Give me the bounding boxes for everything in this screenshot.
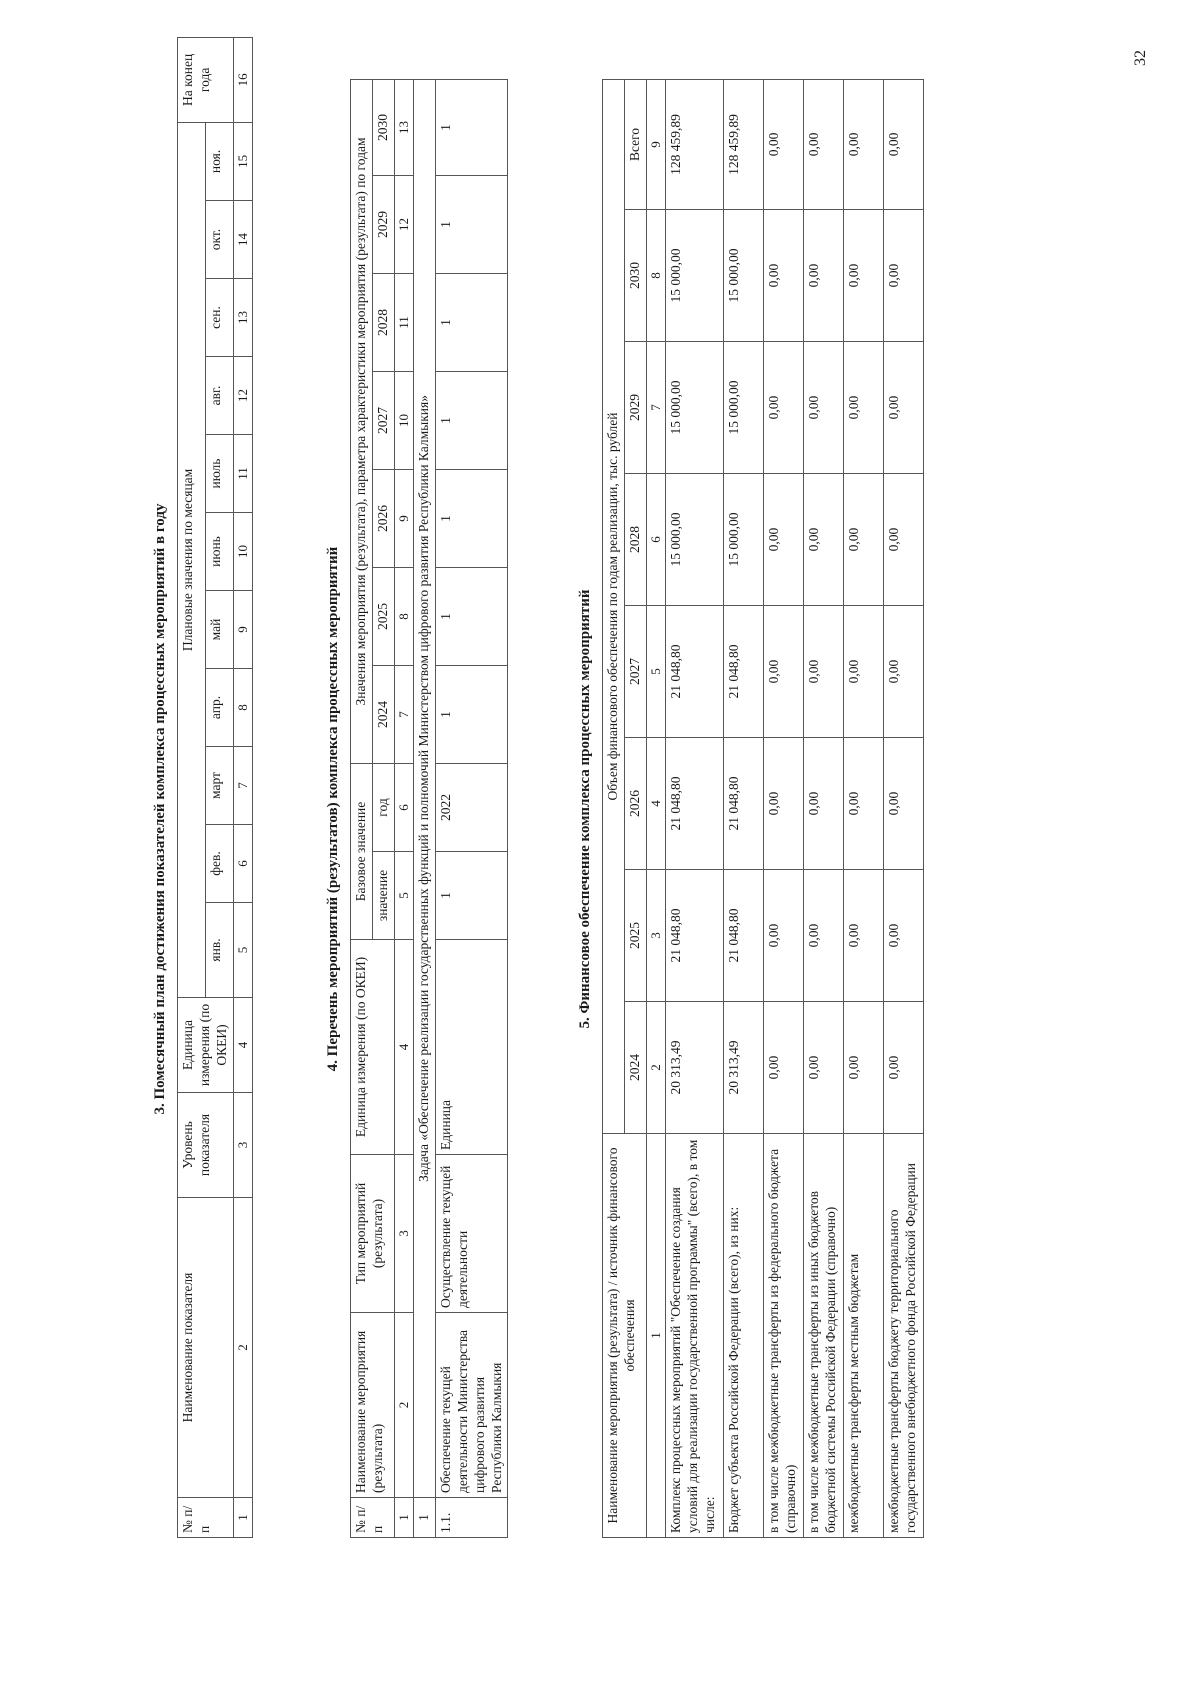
column-number: 7 bbox=[233, 747, 252, 825]
financing-year-value: 15 000,00 bbox=[666, 474, 724, 606]
financing-year-value: 0,00 bbox=[844, 738, 884, 870]
task-group-row bbox=[414, 79, 436, 1537]
financing-year-value: 15 000,00 bbox=[724, 342, 764, 474]
header-year-end: На конец года bbox=[178, 37, 234, 122]
financing-year-value: 0,00 bbox=[804, 1002, 844, 1134]
header-indicator-level: Уровень показателя bbox=[178, 1093, 234, 1198]
header-year: 2029 bbox=[372, 175, 394, 273]
header-month: май bbox=[205, 591, 233, 669]
column-number: 2 bbox=[394, 1313, 413, 1498]
header-num: № п/п bbox=[351, 1498, 395, 1538]
section-3-title: 3. Помесячный план достижения показателей комплекса процессных мероприятий в году bbox=[152, 503, 168, 1115]
column-number: 11 bbox=[233, 435, 252, 513]
financing-year-value: 0,00 bbox=[884, 210, 924, 342]
header-year: 2025 bbox=[624, 870, 646, 1002]
column-number: 4 bbox=[646, 738, 665, 870]
activity-year-value: 1 bbox=[435, 371, 508, 469]
column-number: 4 bbox=[394, 940, 413, 1155]
column-number: 5 bbox=[646, 606, 665, 738]
task-group-num: 1 bbox=[414, 1498, 436, 1538]
header-month: апр. bbox=[205, 669, 233, 747]
column-number: 1 bbox=[233, 1498, 252, 1538]
column-number: 14 bbox=[233, 201, 252, 279]
column-number: 3 bbox=[646, 870, 665, 1002]
header-base-value: Базовое значение bbox=[351, 763, 373, 939]
financing-source-name: в том числе межбюджетные трансферты из федерального бюджета (справочно) bbox=[764, 1134, 804, 1538]
financing-row bbox=[844, 79, 884, 1537]
activity-unit: Единица bbox=[435, 940, 508, 1155]
financing-rows bbox=[666, 79, 924, 1537]
financing-year-value: 0,00 bbox=[884, 474, 924, 606]
financing-row bbox=[804, 79, 844, 1537]
header-month: окт. bbox=[205, 201, 233, 279]
column-number: 6 bbox=[233, 825, 252, 903]
header-month: ноя. bbox=[205, 122, 233, 200]
financing-year-value: 21 048,80 bbox=[666, 606, 724, 738]
financing-year-value: 0,00 bbox=[844, 1002, 884, 1134]
header-yearly-values: Значения мероприятия (результата), параметра характеристики мероприятия (результата) по годам bbox=[351, 79, 373, 763]
financing-source-name: межбюджетные трансферты бюджету территориального государственного внебюджетного фонда Российской Федерации bbox=[884, 1134, 924, 1538]
section-monthly-plan bbox=[152, 53, 253, 1538]
task-group-label: Задача «Обеспечение реализации государственных функций и полномочий Министерством цифрового развития Республики Калмыкия» bbox=[414, 79, 436, 1497]
header-activity-type: Тип мероприятий (результата) bbox=[351, 1155, 395, 1313]
activity-base-value: 1 bbox=[435, 852, 508, 940]
column-number: 12 bbox=[233, 357, 252, 435]
financing-year-value: 0,00 bbox=[764, 474, 804, 606]
column-number: 12 bbox=[394, 175, 413, 273]
header-month: авг. bbox=[205, 357, 233, 435]
header-year: 2024 bbox=[624, 1002, 646, 1134]
header-num: № п/п bbox=[178, 1498, 234, 1538]
header-year: 2028 bbox=[624, 474, 646, 606]
header-year: 2027 bbox=[624, 606, 646, 738]
financing-year-value: 0,00 bbox=[764, 606, 804, 738]
column-number: 8 bbox=[394, 567, 413, 665]
column-number: 5 bbox=[233, 903, 252, 998]
column-number: 6 bbox=[394, 763, 413, 851]
financing-year-value: 15 000,00 bbox=[666, 210, 724, 342]
column-number: 16 bbox=[233, 37, 252, 122]
activity-name: Обеспечение текущей деятельности Министерства цифрового развития Республики Калмыкия bbox=[435, 1313, 508, 1498]
financing-total-value: 0,00 bbox=[884, 79, 924, 209]
financing-year-value: 21 048,80 bbox=[724, 738, 764, 870]
financing-year-value: 0,00 bbox=[804, 474, 844, 606]
header-year: 2030 bbox=[372, 79, 394, 175]
column-number: 8 bbox=[233, 669, 252, 747]
financing-table bbox=[602, 79, 924, 1538]
financing-year-value: 21 048,80 bbox=[666, 870, 724, 1002]
column-number: 8 bbox=[646, 210, 665, 342]
section-4-title: 4. Перечень мероприятий (результатов) комплекса процессных мероприятий bbox=[325, 546, 341, 1072]
column-number: 7 bbox=[394, 665, 413, 763]
activity-num: 1.1. bbox=[435, 1498, 508, 1538]
column-number: 5 bbox=[394, 852, 413, 940]
activity-base-year: 2022 bbox=[435, 763, 508, 851]
header-month: март bbox=[205, 747, 233, 825]
financing-year-value: 0,00 bbox=[884, 1002, 924, 1134]
financing-year-value: 0,00 bbox=[804, 342, 844, 474]
financing-source-name: Бюджет субъекта Российской Федерации (всего), из них: bbox=[724, 1134, 764, 1538]
column-number: 9 bbox=[233, 591, 252, 669]
header-year: 2025 bbox=[372, 567, 394, 665]
financing-source-name: Комплекс процессных мероприятий "Обеспечение создания условий для реализации государственной программы" (всего), в том числе: bbox=[666, 1134, 724, 1538]
column-number-row bbox=[233, 37, 252, 1537]
header-base-value-value: значение bbox=[372, 852, 394, 940]
financing-year-value: 0,00 bbox=[884, 738, 924, 870]
header-month: сен. bbox=[205, 279, 233, 357]
section-5-title: 5. Финансовое обеспечение комплекса процессных мероприятий bbox=[577, 589, 593, 1029]
activity-year-value: 1 bbox=[435, 567, 508, 665]
activity-year-value: 1 bbox=[435, 273, 508, 371]
financing-year-value: 0,00 bbox=[844, 210, 884, 342]
section-financing bbox=[577, 80, 924, 1538]
financing-year-value: 0,00 bbox=[804, 606, 844, 738]
header-year: 2027 bbox=[372, 371, 394, 469]
financing-year-value: 15 000,00 bbox=[724, 474, 764, 606]
header-financing-volume: Объем финансового обеспечения по годам реализации, тыс. рублей bbox=[603, 79, 625, 1133]
header-total: Всего bbox=[624, 79, 646, 209]
financing-year-value: 0,00 bbox=[804, 210, 844, 342]
column-number: 3 bbox=[233, 1093, 252, 1198]
financing-total-value: 128 459,89 bbox=[666, 79, 724, 209]
financing-year-value: 0,00 bbox=[844, 606, 884, 738]
page-number: 32 bbox=[1132, 50, 1149, 66]
header-year: 2026 bbox=[372, 469, 394, 567]
financing-row bbox=[724, 79, 764, 1537]
column-number: 4 bbox=[233, 998, 252, 1093]
financing-year-value: 0,00 bbox=[804, 870, 844, 1002]
financing-year-value: 0,00 bbox=[764, 1002, 804, 1134]
column-number: 10 bbox=[233, 513, 252, 591]
financing-year-value: 15 000,00 bbox=[666, 342, 724, 474]
activity-year-value: 1 bbox=[435, 469, 508, 567]
activity-year-value: 1 bbox=[435, 79, 508, 175]
financing-total-value: 0,00 bbox=[804, 79, 844, 209]
header-month: июнь bbox=[205, 513, 233, 591]
financing-year-value: 0,00 bbox=[884, 870, 924, 1002]
header-year: 2028 bbox=[372, 273, 394, 371]
header-month: июль bbox=[205, 435, 233, 513]
header-base-value-year: год bbox=[372, 763, 394, 851]
financing-year-value: 0,00 bbox=[764, 738, 804, 870]
financing-year-value: 0,00 bbox=[764, 870, 804, 1002]
column-number: 3 bbox=[394, 1155, 413, 1313]
column-number: 6 bbox=[646, 474, 665, 606]
column-number: 9 bbox=[394, 469, 413, 567]
financing-year-value: 0,00 bbox=[844, 870, 884, 1002]
column-number: 2 bbox=[233, 1198, 252, 1498]
column-number: 15 bbox=[233, 122, 252, 200]
monthly-plan-table bbox=[177, 37, 253, 1538]
financing-year-value: 0,00 bbox=[884, 342, 924, 474]
header-source-name: Наименование мероприятия (результата) / источник финансового обеспечения bbox=[603, 1134, 647, 1538]
column-number: 13 bbox=[394, 79, 413, 175]
column-number: 1 bbox=[646, 1134, 665, 1538]
column-number: 10 bbox=[394, 371, 413, 469]
column-number: 7 bbox=[646, 342, 665, 474]
header-month: янв. bbox=[205, 903, 233, 998]
column-number: 13 bbox=[233, 279, 252, 357]
activities-table bbox=[350, 79, 508, 1538]
column-number-row bbox=[394, 79, 413, 1537]
financing-year-value: 0,00 bbox=[764, 210, 804, 342]
header-year: 2026 bbox=[624, 738, 646, 870]
financing-row bbox=[764, 79, 804, 1537]
financing-year-value: 21 048,80 bbox=[724, 870, 764, 1002]
financing-year-value: 0,00 bbox=[884, 606, 924, 738]
header-planned-values: Плановые значения по месяцам bbox=[178, 122, 206, 997]
activity-year-value: 1 bbox=[435, 175, 508, 273]
financing-source-name: межбюджетные трансферты местным бюджетам bbox=[844, 1134, 884, 1538]
column-number-row bbox=[646, 79, 665, 1537]
financing-year-value: 21 048,80 bbox=[724, 606, 764, 738]
financing-total-value: 128 459,89 bbox=[724, 79, 764, 209]
financing-year-value: 20 313,49 bbox=[666, 1002, 724, 1134]
section-activities-list bbox=[325, 80, 508, 1538]
financing-year-value: 0,00 bbox=[844, 342, 884, 474]
header-year: 2029 bbox=[624, 342, 646, 474]
header-indicator-name: Наименование показателя bbox=[178, 1198, 234, 1498]
activity-row bbox=[435, 79, 508, 1537]
header-unit: Единица измерения (по ОКЕИ) bbox=[351, 940, 395, 1155]
header-unit: Единица измерения (по ОКЕИ) bbox=[178, 998, 234, 1093]
financing-year-value: 0,00 bbox=[844, 474, 884, 606]
header-month: фев. bbox=[205, 825, 233, 903]
financing-total-value: 0,00 bbox=[764, 79, 804, 209]
activity-type: Осуществление текущей деятельности bbox=[435, 1155, 508, 1313]
header-year: 2024 bbox=[372, 665, 394, 763]
financing-year-value: 21 048,80 bbox=[666, 738, 724, 870]
financing-year-value: 0,00 bbox=[804, 738, 844, 870]
column-number: 9 bbox=[646, 79, 665, 209]
financing-total-value: 0,00 bbox=[844, 79, 884, 209]
financing-row bbox=[666, 79, 724, 1537]
financing-year-value: 15 000,00 bbox=[724, 210, 764, 342]
financing-row bbox=[884, 79, 924, 1537]
column-number: 2 bbox=[646, 1002, 665, 1134]
financing-year-value: 20 313,49 bbox=[724, 1002, 764, 1134]
header-activity-name: Наименование мероприятия (результата) bbox=[351, 1313, 395, 1498]
header-year: 2030 bbox=[624, 210, 646, 342]
activity-year-value: 1 bbox=[435, 665, 508, 763]
column-number: 1 bbox=[394, 1498, 413, 1538]
column-number: 11 bbox=[394, 273, 413, 371]
financing-year-value: 0,00 bbox=[764, 342, 804, 474]
financing-source-name: в том числе межбюджетные трансферты из иных бюджетов бюджетной системы Российской Федерации (справочно) bbox=[804, 1134, 844, 1538]
